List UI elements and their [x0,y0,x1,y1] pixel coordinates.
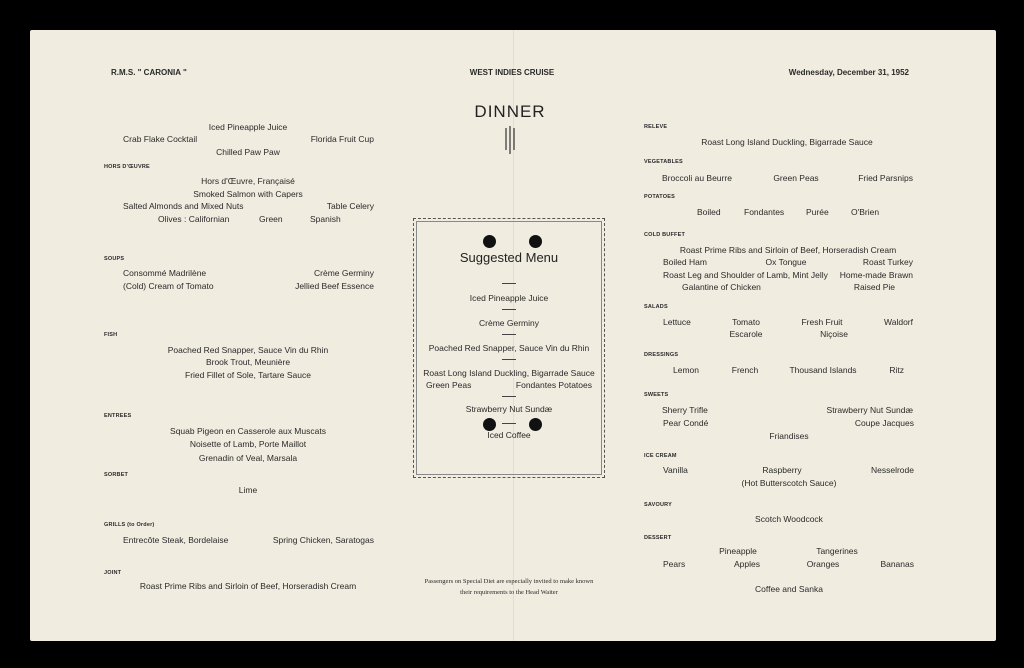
menu-item: Smoked Salmon with Capers [193,189,303,199]
menu-item: Fresh Fruit [801,317,843,327]
section-heading: SWEETS [644,392,669,398]
menu-item: Roast Long Island Duckling, Bigarrade Sauce [701,137,873,147]
menu-item: Boiled Ham [663,257,707,267]
menu-item: Salted Almonds and Mixed Nuts [123,201,244,211]
page-title: DINNER [474,102,546,121]
menu-item: Strawberry Nut Sundæ [465,404,553,414]
menu-item: Crab Flake Cocktail [123,134,198,144]
menu-item: Ritz [889,365,904,375]
section-heading: FISH [104,332,118,338]
suggested-menu-title: Suggested Menu [459,250,559,265]
menu-item: Galantine of Chicken [682,282,761,292]
menu-item: Noisette of Lamb, Porte Maillot [189,439,307,449]
section-heading: HORS D'ŒUVRE [104,164,150,170]
menu-item: Roast Prime Ribs and Sirloin of Beef, Horseradish Cream [679,245,897,255]
menu-item: Pineapple [719,546,757,556]
menu-item: Green [259,214,283,224]
menu-item: Oranges [806,559,840,569]
menu-item: Pear Condé [663,418,709,428]
ship-name: R.M.S. " CARONIA " [111,68,187,77]
menu-item: Vanilla [663,465,688,475]
menu-item: Florida Fruit Cup [310,134,374,144]
menu-date: Wednesday, December 31, 1952 [788,68,909,77]
menu-item: Squab Pigeon en Casserole aux Muscats [170,426,326,436]
menu-item: Tomato [732,317,760,327]
fork-ornament-icon [503,126,517,156]
divider [502,396,516,397]
menu-item: Poached Red Snapper, Sauce Vin du Rhin [167,345,329,355]
menu-item: Pears [663,559,686,569]
menu-item: Sherry Trifle [662,405,708,415]
menu-item: (Cold) Cream of Tomato [123,281,214,291]
divider [502,334,516,335]
section-heading: SALADS [644,304,668,310]
menu-item: Coffee and Sanka [755,584,823,594]
divider [502,423,516,424]
menu-item: Grenadin of Veal, Marsala [198,453,298,463]
cruise-name: WEST INDIES CRUISE [469,68,555,77]
menu-item: Green Peas [426,380,472,390]
section-heading: RELEVE [644,124,668,130]
menu-item: Thousand Islands [789,365,857,375]
divider [502,283,516,284]
menu-item: Raspberry [762,465,802,475]
section-heading: SOUPS [104,256,125,262]
section-heading: SORBET [104,472,129,478]
menu-item: Coupe Jacques [854,418,914,428]
menu-item: Entrecôte Steak, Bordelaise [123,535,229,545]
menu-item: Jellied Beef Essence [295,281,374,291]
menu-item: Lime [238,485,258,495]
menu-item: Raised Pie [853,282,895,292]
menu-item: Home-made Brawn [839,270,913,280]
diet-note: their requirements to the Head Waiter [460,589,558,596]
menu-item: Friandises [769,431,809,441]
menu-item: Iced Pineapple Juice [469,293,549,303]
section-heading: GRILLS (to Order) [104,522,155,528]
menu-item: Lemon [673,365,699,375]
menu-item: Spanish [310,214,341,224]
menu-item: Crème Germiny [479,318,539,328]
divider [502,359,516,360]
menu-item: Crème Germiny [314,268,374,278]
section-heading: COLD BUFFET [644,232,686,238]
menu-item: O'Brien [851,207,880,217]
menu-item: Apples [734,559,760,569]
section-heading: JOINT [104,570,122,576]
menu-item: Boiled [697,207,721,217]
menu-item: (Hot Butterscotch Sauce) [741,478,837,488]
menu-item: Green Peas [773,173,819,183]
menu-item: Lettuce [663,317,691,327]
menu-item: Poached Red Snapper, Sauce Vin du Rhin [428,343,590,353]
menu-item: Purée [806,207,829,217]
menu-item: Roast Turkey [862,257,913,267]
menu-item: Waldorf [884,317,913,327]
punch-hole [483,235,496,248]
menu-item: Roast Long Island Duckling, Bigarrade Sauce [423,368,595,378]
menu-item: Broccoli au Beurre [662,173,732,183]
menu-item: Consommé Madrilène [123,268,207,278]
menu-item: Fondantes [744,207,785,217]
punch-hole [529,235,542,248]
punch-hole [529,418,542,431]
section-heading: POTATOES [644,194,675,200]
menu-item: Chilled Paw Paw [216,147,280,157]
menu-item: Hors d'Œuvre, Françaisé [201,176,295,186]
menu-item: Nesselrode [871,465,914,475]
menu-item: Fried Parsnips [858,173,913,183]
menu-item: French [731,365,759,375]
diet-note: Passengers on Special Diet are especially invited to make known [424,578,594,585]
menu-item: Spring Chicken, Saratogas [272,535,374,545]
menu-item: Ox Tongue [765,257,807,267]
menu-item: Fondantes Potatoes [515,380,592,390]
menu-item: Niçoise [820,329,848,339]
menu-item: Bananas [880,559,914,569]
divider [502,309,516,310]
menu-item: Iced Pineapple Juice [208,122,288,132]
menu-item: Strawberry Nut Sundæ [826,405,913,415]
section-heading: ENTREES [104,413,132,419]
menu-item: Roast Prime Ribs and Sirloin of Beef, Horseradish Cream [139,581,357,591]
menu-item: Table Celery [326,201,374,211]
menu-item: Scotch Woodcock [755,514,823,524]
section-heading: ICE CREAM [644,453,677,459]
menu-item: Olives : Californian [158,214,230,224]
menu-item: Tangerines [816,546,858,556]
menu-item: Brook Trout, Meunière [205,357,291,367]
menu-item: Iced Coffee [487,430,531,440]
section-heading: VEGETABLES [644,159,683,165]
menu-item: Roast Leg and Shoulder of Lamb, Mint Jelly [663,270,828,280]
section-heading: SAVOURY [644,502,672,508]
menu-item: Fried Fillet of Sole, Tartare Sauce [185,370,311,380]
section-heading: DRESSINGS [644,352,679,358]
section-heading: DESSERT [644,535,672,541]
menu-item: Escarole [729,329,763,339]
